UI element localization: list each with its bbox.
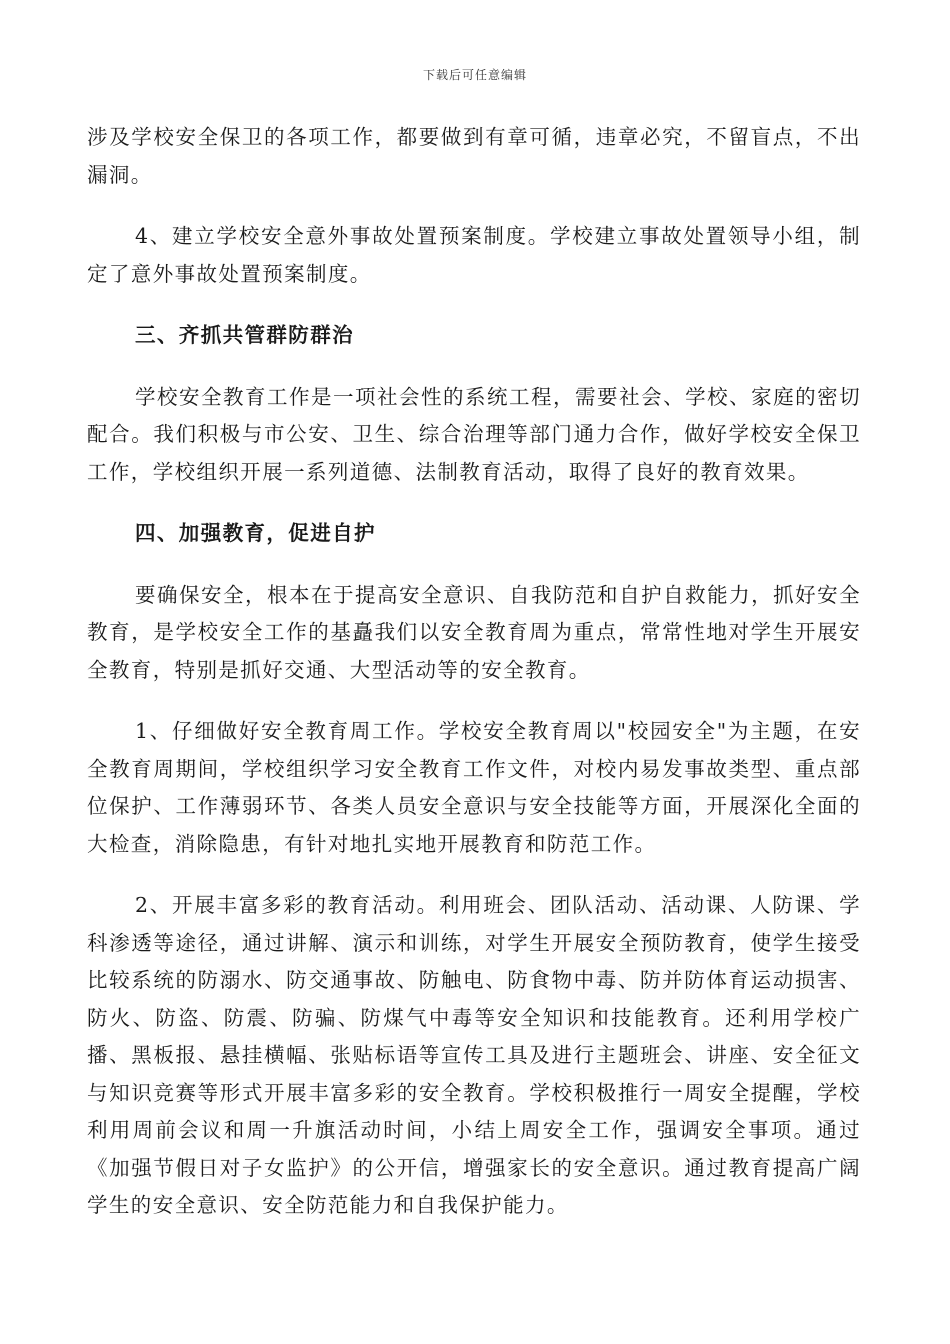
paragraph-section-4-intro: 要确保安全，根本在于提高安全意识、自我防范和自护自救能力，抓好安全教育，是学校安全工作的基矗我们以安全教育周为重点，常常性地对学生开展安全教育，特别是抓好交通、大型活动等的安全教育。 — [87, 582, 861, 682]
section-heading-4: 四、加强教育，促进自护 — [135, 521, 376, 545]
document-body — [87, 119, 861, 1249]
paragraph-section-3: 学校安全教育工作是一项社会性的系统工程，需要社会、学校、家庭的密切配合。我们积极与市公安、卫生、综合治理等部门通力合作，做好学校安全保卫工作，学校组织开展一系列道德、法制教育活动，取得了良好的教育效果。 — [87, 384, 861, 484]
paragraph-continuation: 涉及学校安全保卫的各项工作，都要做到有章可循，违章必究，不留盲点，不出漏洞。 — [87, 125, 861, 187]
section-heading-3: 三、齐抓共管群防群治 — [135, 323, 354, 347]
paragraph-item-2: 2、开展丰富多彩的教育活动。利用班会、团队活动、活动课、人防课、学科渗透等途径，通过讲解、演示和训练，对学生开展安全预防教育，使学生接受比较系统的防溺水、防交通事故、防触电、防食物中毒、防并防体育运动损害、防火、防盗、防震、防骗、防煤气中毒等安全知识和技能教育。还利用学校广播、黑板报、悬挂横幅、张贴标语等宣传工具及进行主题班会、讲座、安全征文与知识竞赛等形式开展丰富多彩的安全教育。学校积极推行一周安全提醒，学校利用周前会议和周一升旗活动时间，小结上周安全工作，强调安全事项。通过《加强节假日对子女监护》的公开信，增强家长的安全意识。通过教育提高广阔学生的安全意识、安全防范能力和自我保护能力。 — [87, 893, 861, 1217]
page-header: 下载后可任意编辑 — [422, 68, 527, 82]
paragraph-item-1: 1、仔细做好安全教育周工作。学校安全教育周以"校园安全"为主题，在安全教育周期间，学校组织学习安全教育工作文件，对校内易发事故类型、重点部位保护、工作薄弱环节、各类人员安全意识与安全技能等方面，开展深化全面的大检查，消除隐患，有针对地扎实地开展教育和防范工作。 — [87, 719, 861, 856]
paragraph-item-4: 4、建立学校安全意外事故处置预案制度。学校建立事故处置领导小组，制定了意外事故处置预案制度。 — [87, 224, 861, 286]
